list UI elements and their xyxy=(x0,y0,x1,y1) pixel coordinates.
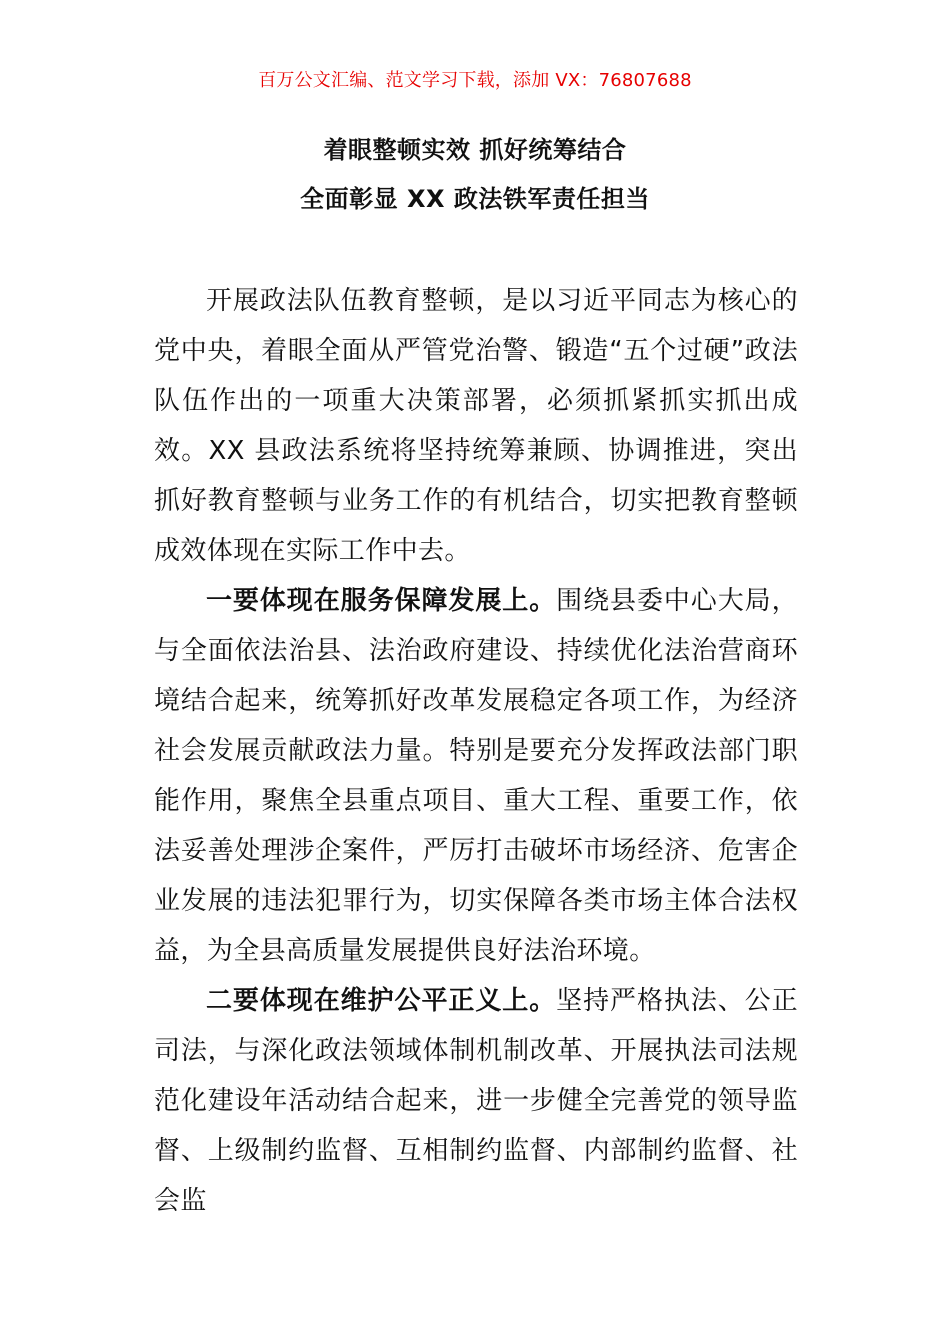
paragraph-lead: 二要体现在维护公平正义上。 xyxy=(206,986,557,1016)
header-watermark-note: 百万公文汇编、范文学习下载，添加 VX：76807688 xyxy=(258,70,692,91)
paragraph-fairness-justice xyxy=(154,976,798,1226)
paragraph-text: 围绕县委中心大局，与全面依法治县、法治政府建设、持续优化法治营商环境结合起来，统筹抓好改革发展稳定各项工作，为经济社会发展贡献政法力量。特别是要充分发挥政法部门职能作用，聚焦全县重点项目、重大工程、重要工作，依法妥善处理涉企案件，严厉打击破坏市场经济、危害企业发展的违法犯罪行为，切实保障各类市场主体合法权益，为全县高质量发展提供良好法治环境。 xyxy=(154,586,799,966)
document-body xyxy=(154,276,798,1226)
paragraph-intro xyxy=(154,276,798,576)
document-title-line-1: 着眼整顿实效 抓好统筹结合 xyxy=(323,136,627,164)
document-title-line-2: 全面彰显 XX 政法铁军责任担当 xyxy=(300,185,650,213)
paragraph-text: 坚持严格执法、公正司法，与深化政法领域体制机制改革、开展执法司法规范化建设年活动结合起来，进一步健全完善党的领导监督、上级制约监督、互相制约监督、内部制约监督、社会监 xyxy=(154,986,799,1216)
paragraph-lead: 一要体现在服务保障发展上。 xyxy=(206,586,557,616)
paragraph-text: 开展政法队伍教育整顿，是以习近平同志为核心的党中央，着眼全面从严管党治警、锻造“五个过硬”政法队伍作出的一项重大决策部署，必须抓紧抓实抓出成效。XX 县政法系统将坚持统筹兼顾、协调推进，突出抓好教育整顿与业务工作的有机结合，切实把教育整顿成效体现在实际工作中去。 xyxy=(154,286,798,566)
paragraph-service-development xyxy=(154,576,798,976)
